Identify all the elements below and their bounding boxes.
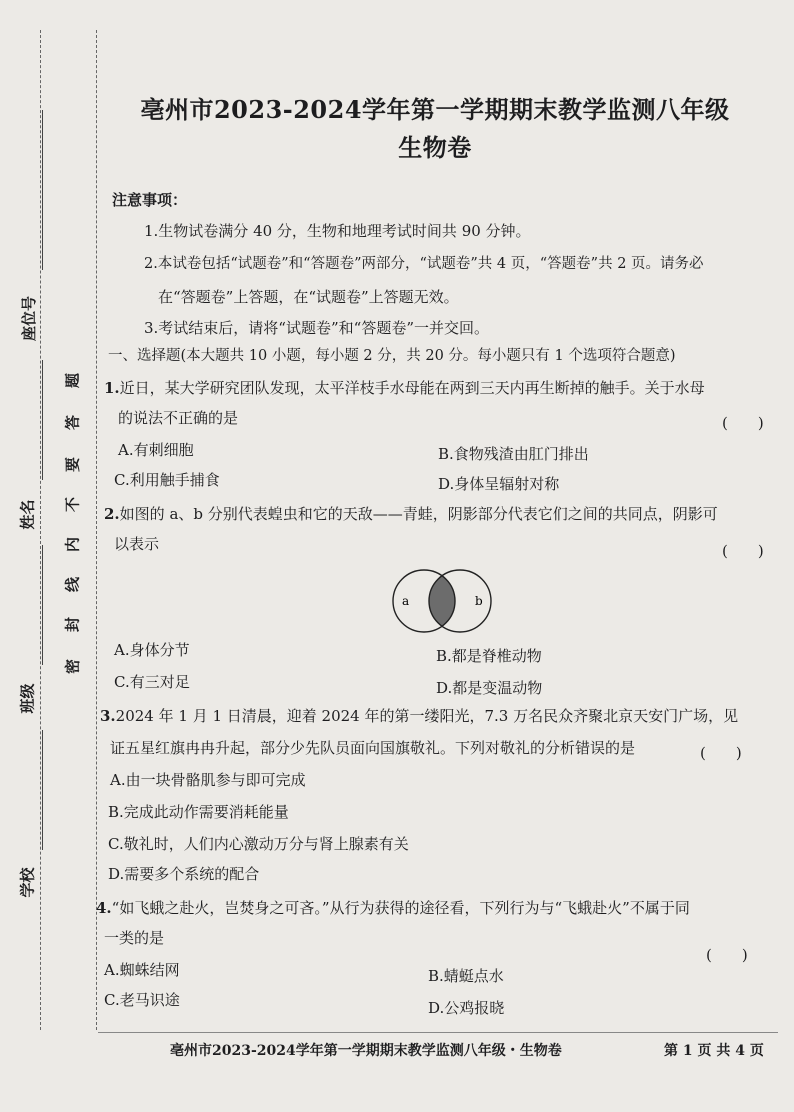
question-number: 2. [104, 505, 120, 523]
option: A.由一块骨骼肌参与即可完成 [110, 771, 306, 789]
option: B.完成此动作需要消耗能量 [108, 803, 289, 821]
question-text: 近日，某大学研究团队发现，太平洋枝手水母能在两到三天内再生断掉的触手。关于水母 [119, 379, 705, 397]
option: D.公鸡报晓 [428, 999, 505, 1017]
footer-title: 亳州市2023-2024学年第一学期期末教学监测八年级・生物卷 [170, 1043, 562, 1059]
option: A.有刺细胞 [118, 441, 194, 459]
binding-dashed-line [40, 30, 41, 1030]
question-text: “如飞蛾之赴火，岂焚身之可吝。”从行为获得的途径看，下列行为与“飞蛾赴火”不属于同 [111, 899, 690, 917]
seat-label: 座位号 [20, 295, 39, 342]
footer-rule [98, 1032, 778, 1033]
note-item: 1.生物试卷满分 40 分，生物和地理考试时间共 90 分钟。 [144, 222, 531, 240]
option: B.食物残渣由肛门排出 [438, 445, 589, 463]
question-text: 如图的 a、b 分别代表蝗虫和它的天敌——青蛙，阴影部分代表它们之间的共同点，阴影可 [119, 505, 718, 523]
question-4 [96, 898, 690, 918]
footer-page-number: 第 1 页 共 4 页 [664, 1043, 764, 1059]
answer-bracket: ( ) [722, 542, 764, 560]
answer-bracket: ( ) [706, 946, 748, 964]
question-3 [100, 706, 738, 726]
exam-subtitle: 生物卷 [398, 133, 472, 162]
option: A.蜘蛛结网 [104, 961, 180, 979]
notes-heading: 注意事项： [112, 191, 188, 209]
question-1 [104, 378, 705, 398]
seal-char: 线 [63, 577, 82, 593]
option: C.有三对足 [114, 673, 190, 691]
answer-bracket: ( ) [722, 414, 764, 432]
question-text: 一类的是 [104, 929, 165, 947]
question-number: 4. [96, 899, 112, 917]
option: D.都是变温动物 [436, 679, 543, 697]
name-underline [42, 360, 43, 480]
seal-char: 答 [63, 415, 82, 431]
question-number: 3. [100, 707, 116, 725]
class-underline [42, 545, 43, 665]
school-label: 学校 [18, 867, 37, 898]
seal-char: 密 [63, 659, 82, 675]
seal-char: 内 [63, 537, 82, 553]
question-number: 1. [104, 379, 120, 397]
venn-label-b: b [475, 594, 483, 608]
question-2 [104, 504, 718, 524]
option: B.蜻蜓点水 [428, 967, 504, 985]
answer-bracket: ( ) [700, 744, 742, 762]
seal-char: 要 [63, 457, 82, 473]
option: C.利用触手捕食 [114, 471, 220, 489]
section-heading: 一、选择题(本大题共 10 小题，每小题 2 分，共 20 分。每小题只有 1 个选项符合题意) [108, 348, 676, 364]
note-item: 2.本试卷包括“试题卷”和“答题卷”两部分，“试题卷”共 4 页，“答题卷”共 2 页。请务必 [144, 256, 704, 272]
class-label: 班级 [18, 683, 37, 714]
venn-label-a: a [402, 594, 410, 608]
name-label: 姓名 [18, 499, 37, 530]
question-text: 以表示 [114, 535, 160, 553]
seal-char: 题 [63, 373, 82, 389]
note-item: 在“答题卷”上答题，在“试题卷”上答题无效。 [158, 288, 459, 306]
school-underline [42, 730, 43, 850]
option: D.身体呈辐射对称 [438, 475, 560, 493]
option: C.老马识途 [104, 991, 180, 1009]
exam-title: 亳州市2023-2024学年第一学期期末教学监测八年级 [140, 95, 730, 124]
option: C.敬礼时，人们内心激动万分与肾上腺素有关 [108, 835, 409, 853]
option: A.身体分节 [114, 641, 190, 659]
question-text: 的说法不正确的是 [118, 409, 239, 427]
option: B.都是脊椎动物 [436, 647, 542, 665]
seal-char: 不 [63, 497, 82, 513]
seal-char: 封 [63, 617, 82, 633]
question-text: 证五星红旗冉冉升起，部分少先队员面向国旗敬礼。下列对敬礼的分析错误的是 [110, 739, 636, 757]
note-item: 3.考试结束后，请将“试题卷”和“答题卷”一并交回。 [144, 319, 489, 337]
question-text: 2024 年 1 月 1 日清晨，迎着 2024 年的第一缕阳光，7.3 万名民众齐聚北京天安门广场，见 [115, 707, 739, 725]
binding-dashed-line-inner [96, 30, 97, 1030]
venn-diagram [380, 566, 510, 638]
option: D.需要多个系统的配合 [108, 865, 260, 883]
